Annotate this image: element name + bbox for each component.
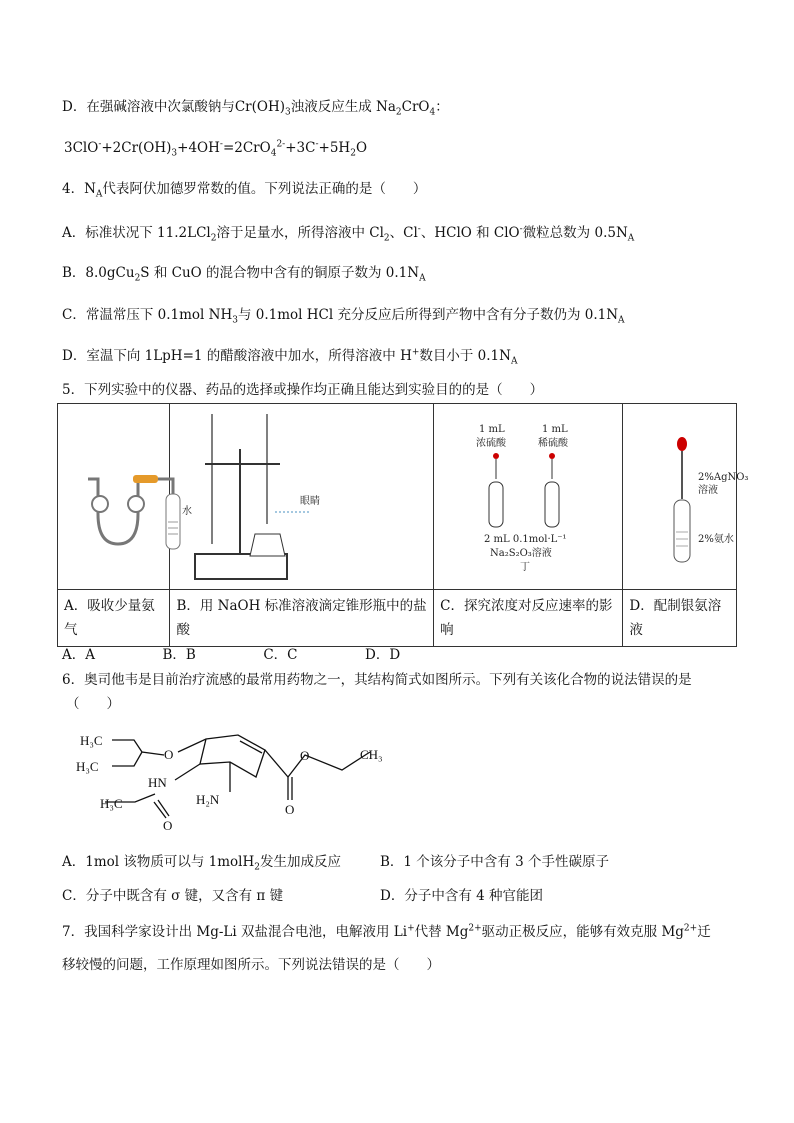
text-run: 3ClO	[64, 140, 99, 156]
superscript: -	[519, 224, 523, 235]
figure-b-titration	[170, 404, 434, 590]
subscript: 3	[284, 107, 291, 118]
label-thiosulfate: Na₂S₂O₃溶液	[490, 548, 552, 559]
q4-option-c	[62, 306, 625, 324]
ether-o: O	[164, 747, 174, 762]
subscript: A	[627, 233, 635, 244]
superscript: -	[417, 224, 421, 235]
label-1ml-a: 1 mL	[479, 424, 505, 435]
text-run: A．1mol 该物质可以与 1molH	[62, 854, 255, 870]
text-run: D．分子中含有 4 种官能团	[380, 888, 543, 904]
label-agno3: 2%AgNO₃	[698, 472, 749, 483]
superscript: 2-	[276, 139, 286, 150]
text-run: 与 0.1mol HCl 充分反应后所得到产物中含有分子数仍为 0.1N	[237, 307, 619, 323]
q3-option-d	[62, 98, 449, 116]
text-run: 溶于足量水，所得溶液中 Cl	[216, 225, 384, 241]
text-run: =2CrO	[222, 140, 271, 156]
text-run: 7．我国科学家设计出 Mg-Li 双盐混合电池，电解液用 Li	[62, 924, 408, 940]
q6-option-d	[380, 887, 543, 905]
text-run: 、HClO 和 ClO	[420, 225, 520, 241]
text-run: CrO	[401, 99, 430, 115]
titration-stand-icon	[170, 404, 340, 589]
text-run: 浊液反应生成 Na	[290, 99, 396, 115]
ester-o: O	[300, 748, 310, 763]
text-run: C．常温常压下 0.1mol NH	[62, 307, 233, 323]
q7-stem	[62, 923, 711, 941]
h3c-1: H₃C	[80, 733, 103, 748]
text-run: 5．下列实验中的仪器、药品的选择或操作均正确且能达到实验目的的是（ ）	[62, 382, 544, 398]
subscript: A	[419, 273, 426, 284]
subscript: 2	[383, 233, 390, 244]
subscript: 4	[429, 107, 436, 118]
text-run: （ ）	[66, 696, 120, 712]
q5-stem	[62, 381, 543, 399]
text-run: A．A B．B C．C D．D	[62, 647, 401, 663]
q5-choices	[62, 646, 400, 664]
subscript: 2	[395, 107, 402, 118]
text-run: O	[355, 140, 368, 156]
label-1ml-b: 1 mL	[542, 424, 568, 435]
superscript: -	[315, 139, 319, 150]
figure-c-concentration-rate	[434, 404, 623, 590]
superscript: +	[407, 923, 415, 934]
text-run: +5H	[318, 140, 351, 156]
option-c-label: C．探究浓度对反应速率的影响	[434, 590, 623, 647]
q7-stem-cont	[62, 956, 440, 974]
subscript: A	[510, 356, 518, 367]
text-run: 移较慢的问题，工作原理如图所示。下列说法错误的是（ ）	[62, 957, 440, 973]
text-run: 6．奥司他韦是目前治疗流感的最常用药物之一，其结构简式如图所示。下列有关该化合物的说法错误的是	[62, 672, 692, 688]
subscript: 3	[232, 315, 238, 326]
text-run: 数目小于 0.1N	[419, 348, 511, 364]
label-conc-acid: 浓硫酸	[476, 438, 507, 449]
text-run: B．1 个该分子中含有 3 个手性碳原子	[380, 854, 609, 870]
subscript: 4	[270, 148, 277, 159]
superscript: +	[411, 347, 420, 358]
figure-d-silver-ammonia	[623, 404, 749, 590]
label-mark: 丁	[520, 562, 531, 573]
text-run: D．在强碱溶液中次氯酸钠与Cr(OH)	[62, 99, 285, 115]
q4-option-d	[62, 347, 517, 365]
text-run: B．8.0gCu	[62, 265, 135, 281]
amide-o: O	[163, 818, 173, 833]
oseltamivir-structure	[60, 722, 400, 842]
text-run: S 和 CuO 的混合物中含有的铜原子数为 0.1N	[140, 265, 420, 281]
text-run: D．室温下向 1LpH=1 的醋酸溶液中加水，所得溶液中 H	[62, 348, 412, 364]
text-run: 发生加成反应	[260, 854, 342, 870]
superscript: 2+	[468, 923, 482, 934]
text-run: A．标准状况下 11.2LCl	[62, 225, 211, 241]
subscript: A	[618, 315, 625, 326]
text-run: 微粒总数为 0.5N	[522, 225, 628, 241]
text-run: +3C	[285, 140, 316, 156]
water-label: 水	[182, 506, 192, 517]
figure-a-ammonia-absorption	[58, 404, 192, 590]
text-run: 迁	[697, 924, 711, 940]
subscript: 2	[210, 233, 217, 244]
q4-option-b	[62, 264, 426, 282]
test-tubes-icon	[434, 404, 604, 589]
subscript: 2	[254, 862, 261, 873]
superscript: -	[98, 139, 102, 150]
amine-nh2: H₂N	[196, 792, 220, 807]
q6-stem	[62, 671, 692, 689]
text-run: ：	[435, 99, 449, 115]
text-run: 代表阿伏加德罗常数的值。下列说法正确的是（ ）	[102, 181, 427, 197]
label-ammonia: 2%氨水	[698, 534, 735, 545]
text-run: 代替 Mg	[414, 924, 469, 940]
subscript: A	[95, 189, 103, 200]
label-thiosulfate-conc: 2 mL 0.1mol·L⁻¹	[484, 534, 567, 545]
amide-nh: HN	[148, 775, 167, 790]
text-run: 4．N	[62, 181, 96, 197]
text-run: 、Cl	[389, 225, 418, 241]
option-a-label: A．吸收少量氨气	[58, 590, 170, 647]
subscript: 2	[134, 273, 141, 284]
option-d-label: D．配制银氨溶液	[623, 590, 737, 647]
text-run: 驱动正极反应，能够有效克服 Mg	[481, 924, 684, 940]
dropper-tube-icon	[623, 404, 793, 589]
carbonyl-o: O	[285, 802, 295, 817]
superscript: -	[219, 139, 223, 150]
q6-bracket	[66, 695, 120, 713]
text-run: C．分子中既含有 σ 键，又含有 π 键	[62, 888, 284, 904]
subscript: 3	[171, 148, 178, 159]
h3c-2: H₃C	[76, 759, 99, 774]
superscript: 2+	[683, 923, 698, 934]
option-b-label: B．用 NaOH 标准溶液滴定锥形瓶中的盐酸	[170, 590, 434, 647]
q5-table	[57, 403, 749, 647]
q6-option-c	[62, 887, 283, 905]
eye-label: 眼睛	[300, 496, 321, 507]
q4-option-a	[62, 224, 634, 242]
label-solution: 溶液	[698, 485, 719, 496]
ethyl-ch3: CH₃	[360, 747, 383, 762]
q3-equation	[64, 139, 367, 157]
q6-option-a	[62, 853, 341, 871]
label-dilute-acid: 稀硫酸	[538, 438, 569, 449]
text-run: +2Cr(OH)	[101, 140, 172, 156]
subscript: 2	[350, 148, 356, 159]
q4-stem	[62, 180, 426, 198]
acetyl-ch3: H₃C	[100, 796, 123, 811]
text-run: +4OH	[177, 140, 220, 156]
q6-option-b	[380, 853, 609, 871]
